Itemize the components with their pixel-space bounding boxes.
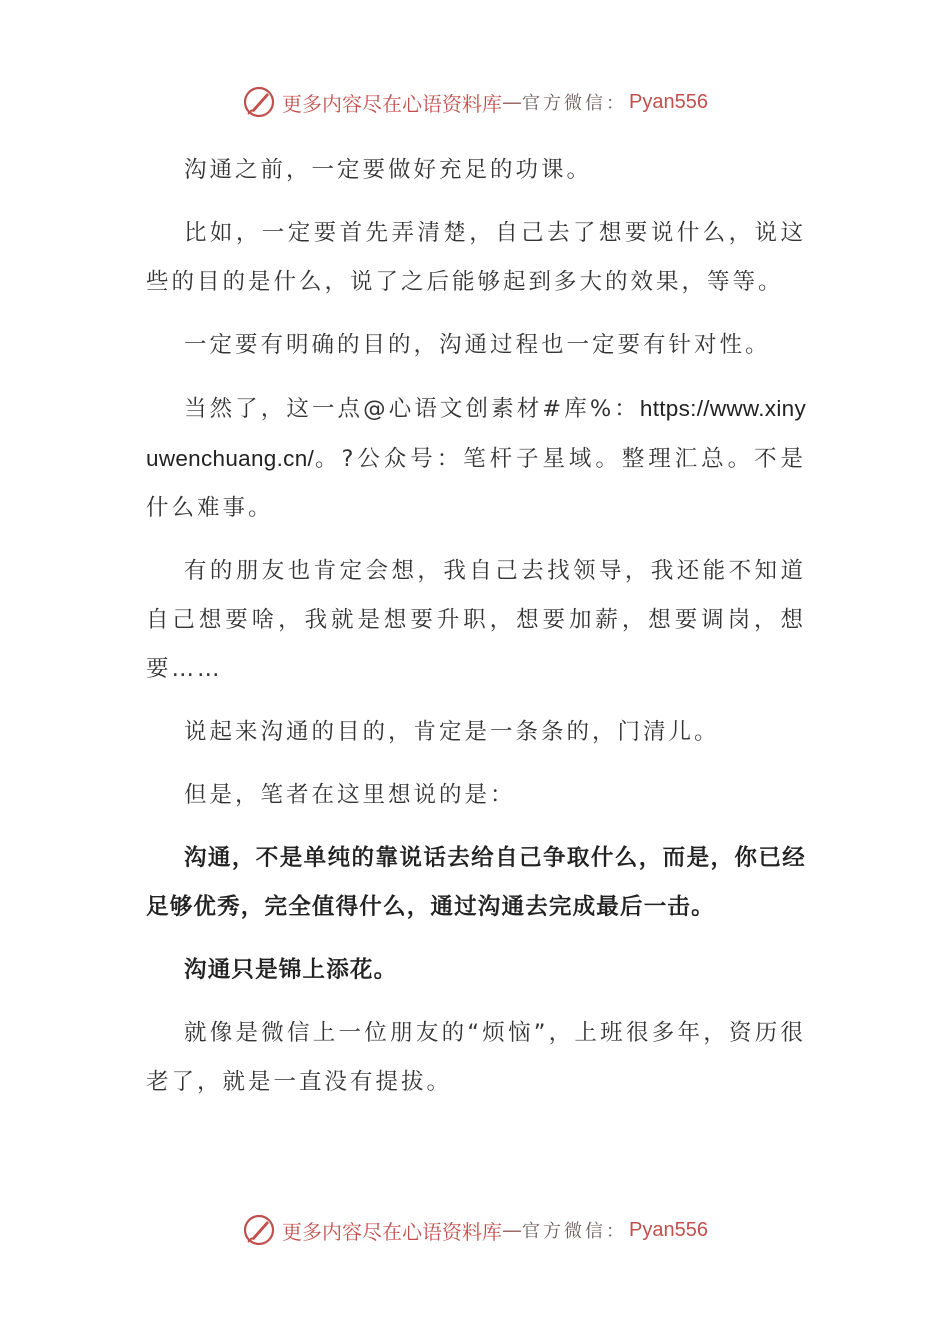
header-dash: — [502, 90, 523, 114]
paragraph-4-text-b: 。?公众号：笔杆子星域。整理汇总。不是什么难事。 [146, 446, 806, 521]
paragraph-8-bold: 沟通，不是单纯的靠说话去给自己争取什么，而是，你已经足够优秀，完全值得什么，通过沟通去完成最后一击。 [146, 845, 806, 920]
paragraph-4-text-a: 当然了，这一点@心语文创素材#库%： [184, 396, 640, 422]
paragraph-2: 比如，一定要首先弄清楚，自己去了想要说什么，说这些的目的是什么，说了之后能够起到多大的效果，等等。 [146, 220, 806, 295]
quill-pen-icon [242, 1213, 276, 1247]
source-url-link[interactable]: https://www.xinyuwenchuang.cn/ [146, 396, 806, 471]
paragraph-9-bold: 沟通只是锦上添花。 [184, 957, 398, 983]
header-brand: 更多内容尽在心语资料库 [282, 91, 503, 116]
header-wechat-id: Pyan556 [629, 90, 708, 113]
document-body [146, 146, 806, 1121]
footer-banner [0, 1208, 950, 1252]
paragraph-7: 但是，笔者在这里想说的是： [184, 782, 516, 808]
paragraph-5: 有的朋友也肯定会想，我自己去找领导，我还能不知道自己想要啥，我就是想要升职，想要加薪，想要调岗，想要…… [146, 558, 806, 682]
footer-brand: 更多内容尽在心语资料库 [282, 1219, 503, 1244]
footer-wechat-id: Pyan556 [629, 1218, 708, 1241]
footer-official-label: 官方微信： [522, 1221, 628, 1242]
footer-dash: — [502, 1218, 523, 1242]
paragraph-10: 就像是微信上一位朋友的“烦恼”，上班很多年，资历很老了，就是一直没有提拔。 [146, 1020, 806, 1095]
paragraph-1: 沟通之前，一定要做好充足的功课。 [184, 157, 593, 183]
paragraph-4 [146, 384, 806, 533]
header-official-label: 官方微信： [522, 93, 628, 114]
quill-pen-icon [242, 85, 276, 119]
header-banner [0, 80, 950, 124]
paragraph-3: 一定要有明确的目的，沟通过程也一定要有针对性。 [184, 332, 771, 358]
paragraph-6: 说起来沟通的目的，肯定是一条条的，门清儿。 [184, 719, 720, 745]
